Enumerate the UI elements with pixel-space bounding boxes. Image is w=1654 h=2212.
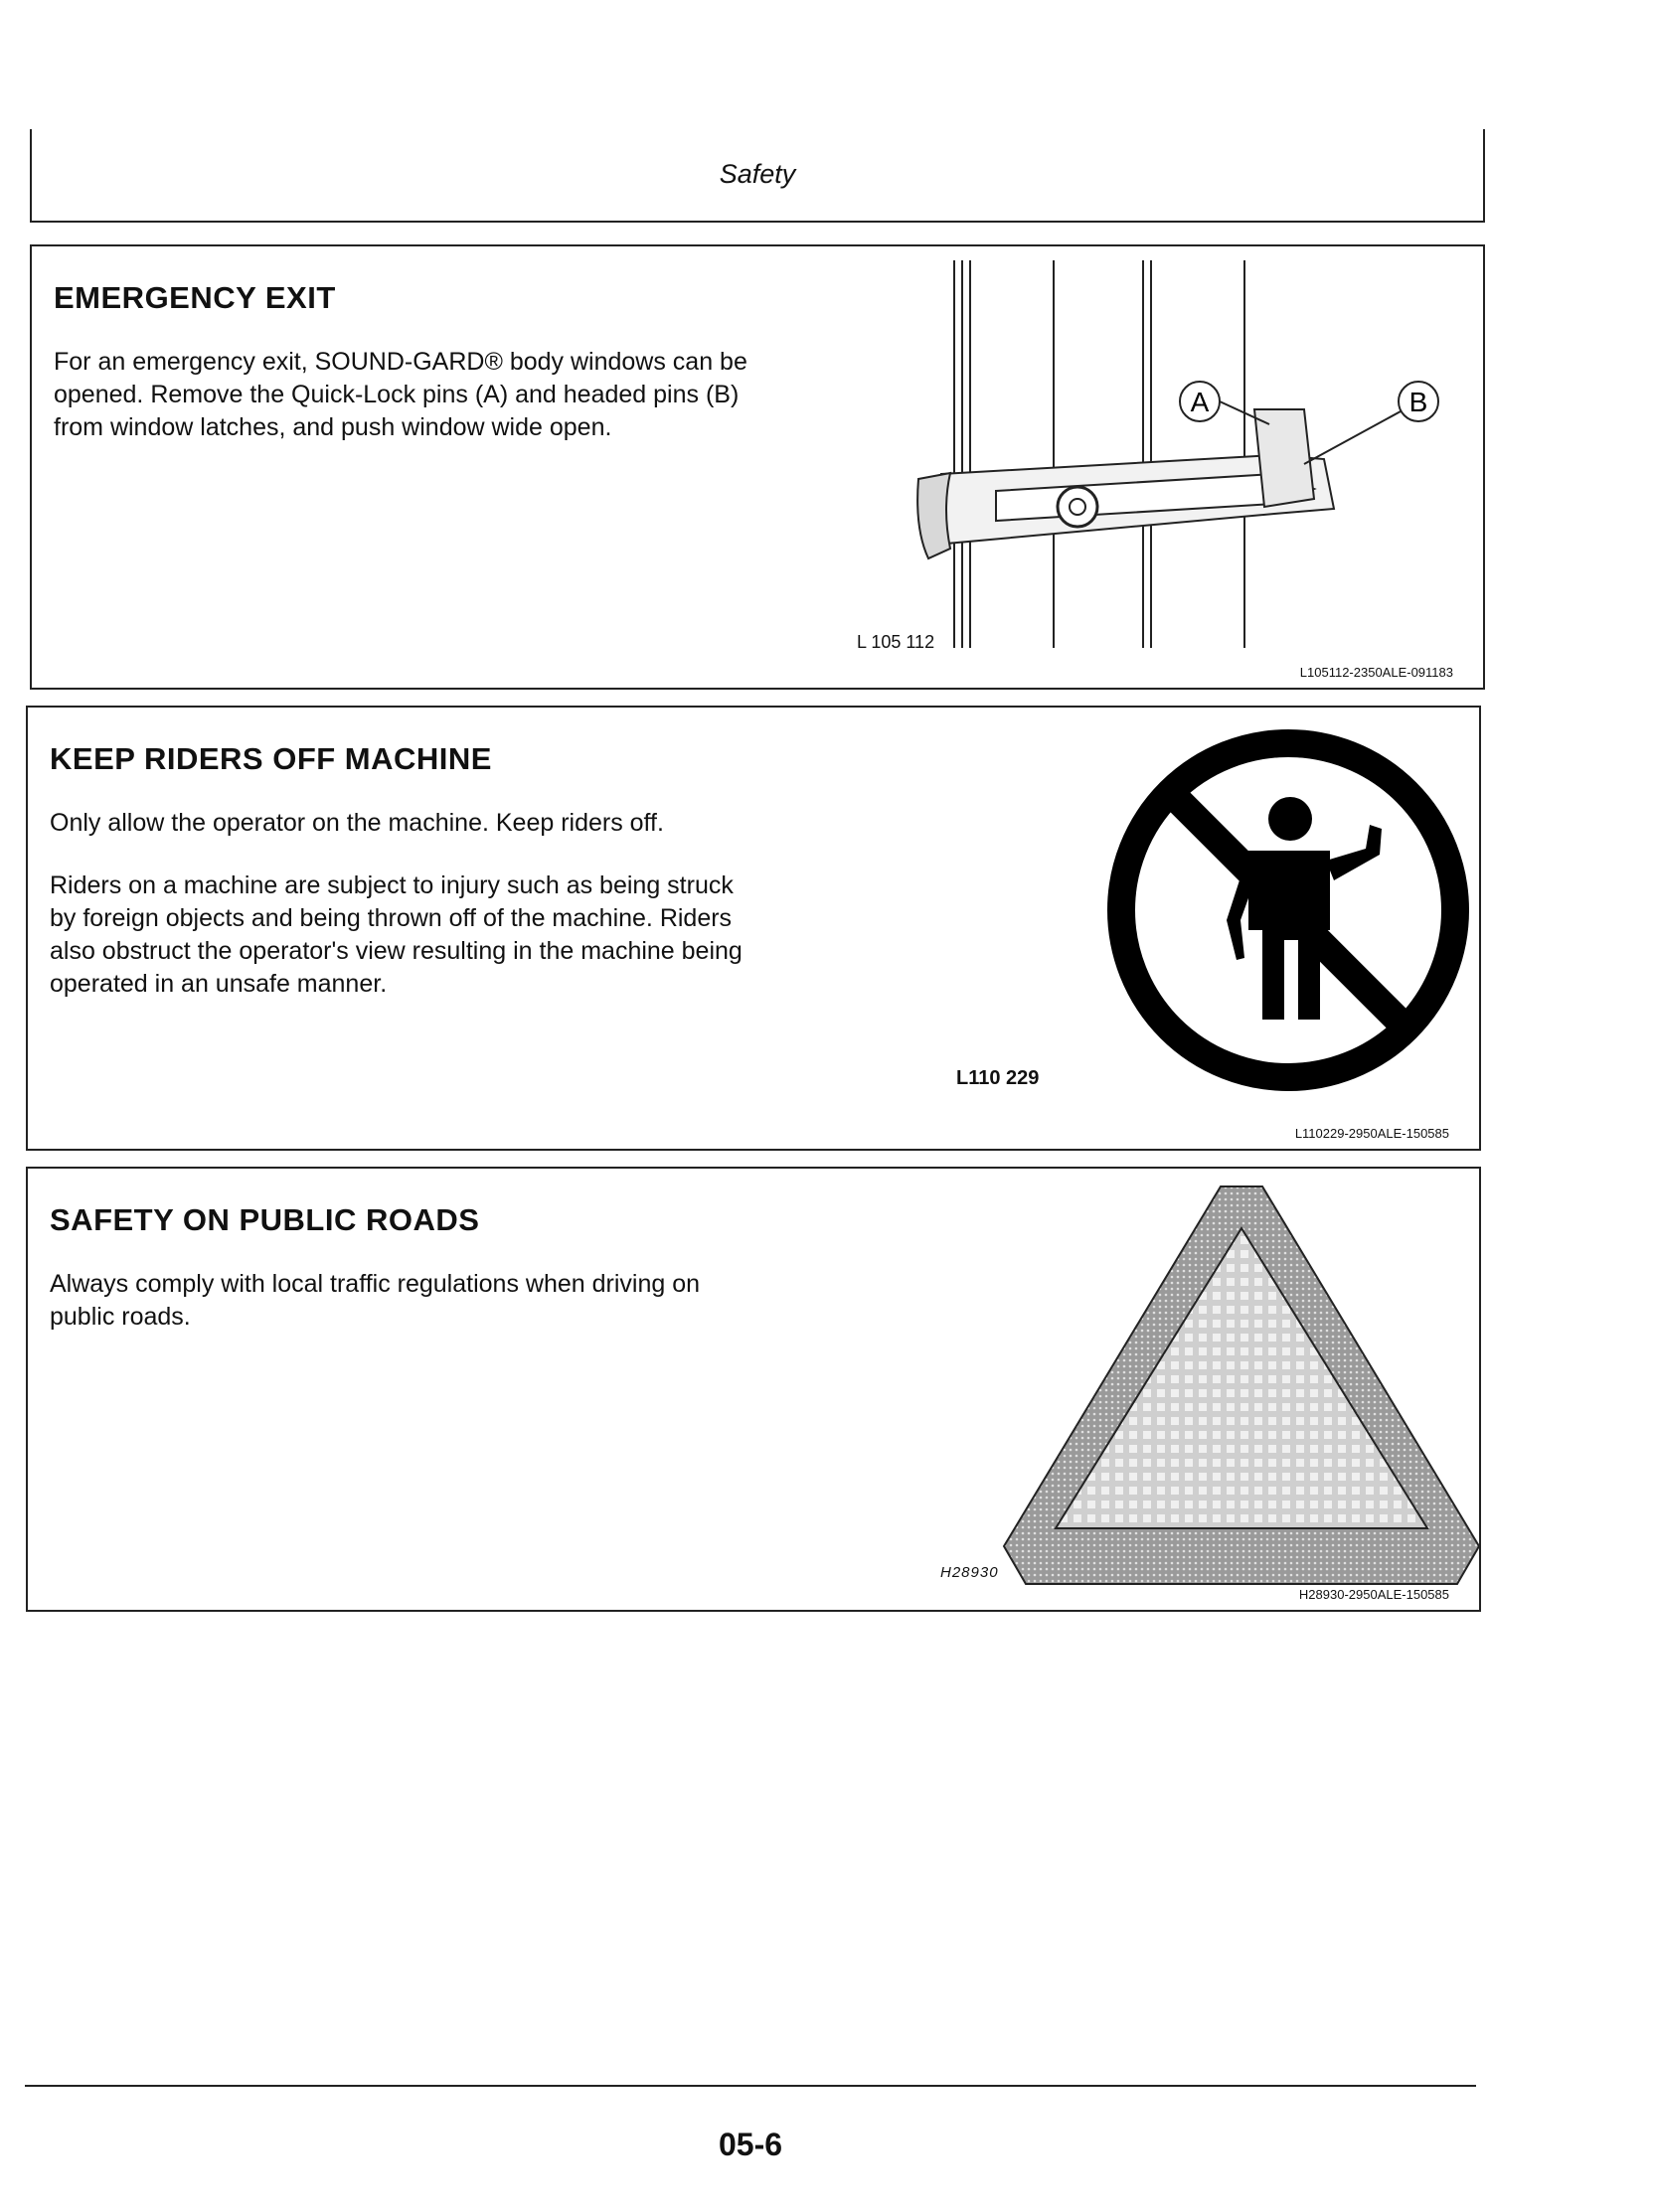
no-riders-symbol: [1099, 721, 1477, 1099]
page-number: 05-6: [718, 2127, 783, 2162]
reference-code: L105112-2350ALE-091183: [1299, 665, 1453, 680]
section-public-roads: [26, 1167, 1481, 1612]
section-body: [50, 1268, 765, 1363]
section-title: EMERGENCY EXIT: [54, 280, 336, 315]
callout-a-label: A: [1190, 387, 1210, 417]
figure-label: H28930: [940, 1564, 999, 1581]
section-title: KEEP RIDERS OFF MACHINE: [50, 741, 492, 776]
section-body: [50, 807, 765, 1030]
footer-rule: [25, 2085, 1476, 2087]
paragraph: Only allow the operator on the machine. Keep riders off.: [50, 809, 664, 837]
reference-code: L110229-2950ALE-150585: [1294, 1126, 1449, 1141]
figure-label: L 105 112: [857, 632, 935, 652]
callout-b-label: B: [1408, 387, 1428, 417]
window-latch-illustration: [847, 260, 1463, 658]
paragraph: Riders on a machine are subject to injury such as being struck by foreign objects and being thrown off of the machine. Riders also obstruct the operator's view resulting in the machine being operated in an unsafe manner.: [50, 871, 743, 998]
reference-code: H28930-2950ALE-150585: [1298, 1587, 1449, 1602]
section-keep-riders-off: [26, 706, 1481, 1151]
section-emergency-exit: [30, 244, 1485, 690]
paragraph: For an emergency exit, SOUND-GARD® body windows can be opened. Remove the Quick-Lock pins (A) and headed pins (B) from window latches, and push window wide open.: [54, 348, 747, 441]
slow-moving-vehicle-emblem: [1002, 1179, 1499, 1606]
section-title: SAFETY ON PUBLIC ROADS: [50, 1202, 480, 1237]
paragraph: Always comply with local traffic regulations when driving on public roads.: [50, 1270, 701, 1331]
figure-label: L110 229: [956, 1067, 1040, 1089]
page-header-title: Safety: [719, 159, 796, 189]
page-header: [30, 129, 1485, 223]
section-body: [54, 346, 769, 474]
